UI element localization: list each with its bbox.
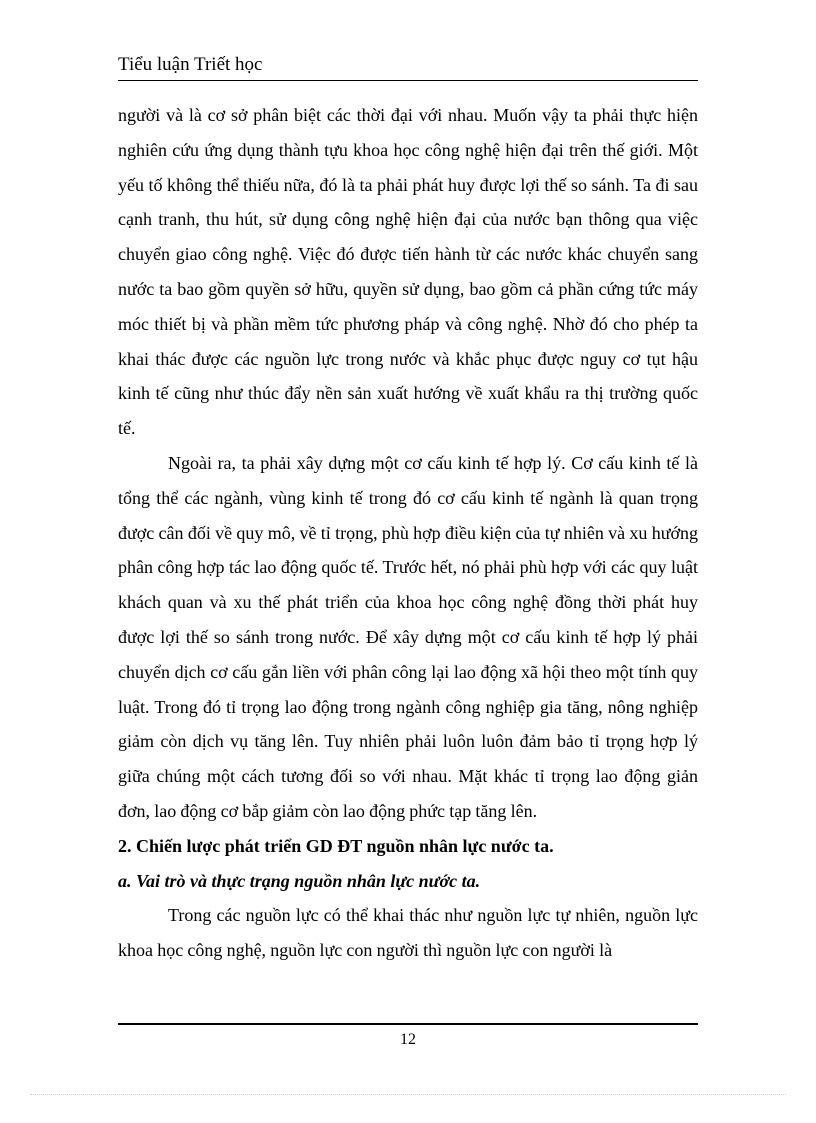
paragraph-economic-structure: Ngoài ra, ta phải xây dựng một cơ cấu kinh tế hợp lý. Cơ cấu kinh tế là tổng thể các ngành, vùng kinh tế trong đó cơ cấu kinh tế ngành là quan trọng được cân đối về quy mô, về tỉ trọng, phù hợp điều kiện của tự nhiên và xu hướng phân công hợp tác lao động quốc tế. Trước hết, nó phải phù hợp với các quy luật khách quan và xu thế phát triển của khoa học công nghệ đồng thời phát huy được lợi thế so sánh trong nước. Để xây dựng một cơ cấu kinh tế hợp lý phải chuyển dịch cơ cấu gắn liền với phân công lại lao động xã hội theo một tính quy luật. Trong đó tỉ trọng lao động trong ngành công nghiệp gia tăng, nông nghiệp giảm còn dịch vụ tăng lên. Tuy nhiên phải luôn luôn đảm bảo tỉ trọng hợp lý giữa chúng một cách tương đối so với nhau. Mặt khác tỉ trọng lao động giản đơn, lao động cơ bắp giảm còn lao động phức tạp tăng lên. (118, 452, 698, 821)
header-title: Tiểu luận Triết học (118, 54, 263, 75)
page-number: 12 (400, 1031, 416, 1048)
section-heading: 2. Chiến lược phát triển GD ĐT nguồn nhân lực nước ta. (118, 835, 554, 856)
page-bottom-divider (30, 1094, 786, 1095)
footer-divider (118, 1023, 698, 1025)
page-header (118, 52, 698, 81)
paragraph-continuation: người và là cơ sở phân biệt các thời đại với nhau. Muốn vậy ta phải thực hiện nghiên cứu ứng dụng thành tựu khoa học công nghệ hiện đại trên thế giới. Một yếu tố không thể thiếu nữa, đó là ta phải phát huy được lợi thế so sánh. Ta đi sau cạnh tranh, thu hút, sử dụng công nghệ hiện đại của nước bạn thông qua việc chuyển giao công nghệ. Việc đó được tiến hành từ các nước khác chuyển sang nước ta bao gồm quyền sở hữu, quyền sử dụng, bao gồm cả phần cứng tức máy móc thiết bị và phần mềm tức phương pháp và công nghệ. Nhờ đó cho phép ta khai thác được các nguồn lực trong nước và khắc phục được nguy cơ tụt hậu kinh tế cũng như thúc đẩy nền sản xuất hướng về xuất khẩu ra thị trường quốc tế. (118, 105, 698, 439)
document-body (118, 98, 698, 968)
subsection-heading: a. Vai trò và thực trạng nguồn nhân lực nước ta. (118, 870, 481, 891)
paragraph-human-resources: Trong các nguồn lực có thể khai thác như nguồn lực tự nhiên, nguồn lực khoa học công nghệ, nguồn lực con người thì nguồn lực con người là (118, 905, 698, 961)
